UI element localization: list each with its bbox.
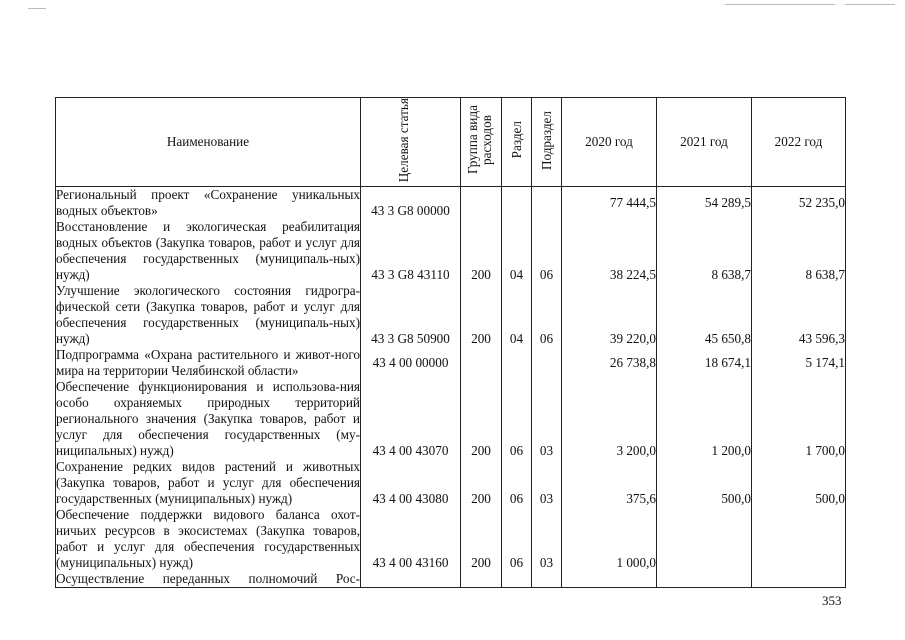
row-section: 06	[502, 379, 532, 459]
row-2020: 77 444,5	[562, 187, 657, 220]
row-2022: 52 235,0	[752, 187, 846, 220]
row-2021: 500,0	[657, 459, 752, 507]
row-name: Обеспечение функционирования и использова-ния особо охраняемых природных территорий регионального значения (Закупка товаров, работ и услуг для обеспечения государственных (му-ниципальных) нужд)	[56, 379, 360, 459]
row-2021	[657, 571, 752, 588]
row-name: Улучшение экологического состояния гидрогра-фической сети (Закупка товаров, работ и услуг для обеспечения государственных (муниципаль-ных) нужд)	[56, 283, 360, 347]
row-subsection: 06	[532, 283, 562, 347]
row-subsection	[532, 187, 562, 220]
table-row	[56, 379, 846, 459]
table-row	[56, 507, 846, 571]
row-subsection: 03	[532, 379, 562, 459]
header-group-label: Группа вида расходов	[465, 105, 494, 175]
row-section	[502, 571, 532, 588]
row-section	[502, 347, 532, 379]
table-row	[56, 219, 846, 283]
row-2022	[752, 571, 846, 588]
table-row	[56, 283, 846, 347]
row-2022: 500,0	[752, 459, 846, 507]
row-name: Региональный проект «Сохранение уникальных водных объектов»	[56, 187, 360, 219]
row-target-code: 43 3 G8 43110	[361, 219, 461, 283]
row-group: 200	[461, 507, 502, 571]
scan-artifact	[725, 4, 835, 5]
row-2022: 8 638,7	[752, 219, 846, 283]
row-2020: 39 220,0	[562, 283, 657, 347]
row-target-code: 43 4 00 43070	[361, 379, 461, 459]
row-target-code: 43 4 00 00000	[361, 347, 461, 379]
row-2020: 375,6	[562, 459, 657, 507]
row-2022	[752, 507, 846, 571]
row-2022: 43 596,3	[752, 283, 846, 347]
row-2020: 38 224,5	[562, 219, 657, 283]
row-section: 04	[502, 219, 532, 283]
header-subsection	[532, 98, 562, 187]
header-target	[361, 98, 461, 187]
row-group: 200	[461, 379, 502, 459]
row-2020: 3 200,0	[562, 379, 657, 459]
header-2022: 2022 год	[752, 98, 846, 187]
row-2022: 1 700,0	[752, 379, 846, 459]
row-2021	[657, 507, 752, 571]
header-target-label: Целевая статья	[395, 98, 411, 183]
row-name: Восстановление и экологическая реабилитация водных объектов (Закупка товаров, работ и услуг для обеспечения государственных (муниципаль-ных) нужд)	[56, 219, 360, 283]
header-section	[502, 98, 532, 187]
row-2021: 54 289,5	[657, 187, 752, 220]
row-group: 200	[461, 459, 502, 507]
row-subsection	[532, 347, 562, 379]
row-section	[502, 187, 532, 220]
row-2022: 5 174,1	[752, 347, 846, 379]
header-subsection-label: Подраздел	[538, 110, 554, 170]
row-target-code	[361, 571, 461, 588]
header-section-label: Раздел	[508, 121, 524, 159]
row-2020	[562, 571, 657, 588]
header-2020: 2020 год	[562, 98, 657, 187]
header-2021: 2021 год	[657, 98, 752, 187]
row-name: Подпрограмма «Охрана растительного и живот-ного мира на территории Челябинской области»	[56, 347, 360, 379]
row-group	[461, 347, 502, 379]
row-subsection	[532, 571, 562, 588]
row-target-code: 43 3 G8 50900	[361, 283, 461, 347]
row-target-code: 43 4 00 43160	[361, 507, 461, 571]
header-group	[461, 98, 502, 187]
table-row	[56, 459, 846, 507]
row-group	[461, 187, 502, 220]
row-subsection: 06	[532, 219, 562, 283]
row-subsection: 03	[532, 507, 562, 571]
page-number: 353	[822, 593, 842, 608]
header-name: Наименование	[56, 98, 361, 187]
row-2021: 18 674,1	[657, 347, 752, 379]
table-header-row	[56, 98, 846, 187]
row-section: 06	[502, 459, 532, 507]
row-2020: 26 738,8	[562, 347, 657, 379]
row-target-code: 43 3 G8 00000	[361, 187, 461, 220]
row-2021: 45 650,8	[657, 283, 752, 347]
row-name: Обеспечение поддержки видового баланса охот-ничьих ресурсов в экосистемах (Закупка товаров, работ и услуг для обеспечения государственных (муниципальных) нужд)	[56, 507, 360, 571]
row-name: Осуществление переданных полномочий Рос-	[56, 571, 360, 587]
row-name: Сохранение редких видов растений и животных (Закупка товаров, работ и услуг для обеспечения государственных (муниципальных) нужд)	[56, 459, 360, 507]
row-group: 200	[461, 219, 502, 283]
row-group: 200	[461, 283, 502, 347]
row-group	[461, 571, 502, 588]
row-2021: 1 200,0	[657, 379, 752, 459]
budget-table	[55, 97, 846, 588]
row-2021: 8 638,7	[657, 219, 752, 283]
scan-artifact	[28, 8, 46, 9]
row-section: 04	[502, 283, 532, 347]
row-subsection: 03	[532, 459, 562, 507]
row-target-code: 43 4 00 43080	[361, 459, 461, 507]
table-row	[56, 347, 846, 379]
row-section: 06	[502, 507, 532, 571]
table-row	[56, 187, 846, 220]
table-row	[56, 571, 846, 588]
scan-artifact	[845, 4, 895, 5]
row-2020: 1 000,0	[562, 507, 657, 571]
